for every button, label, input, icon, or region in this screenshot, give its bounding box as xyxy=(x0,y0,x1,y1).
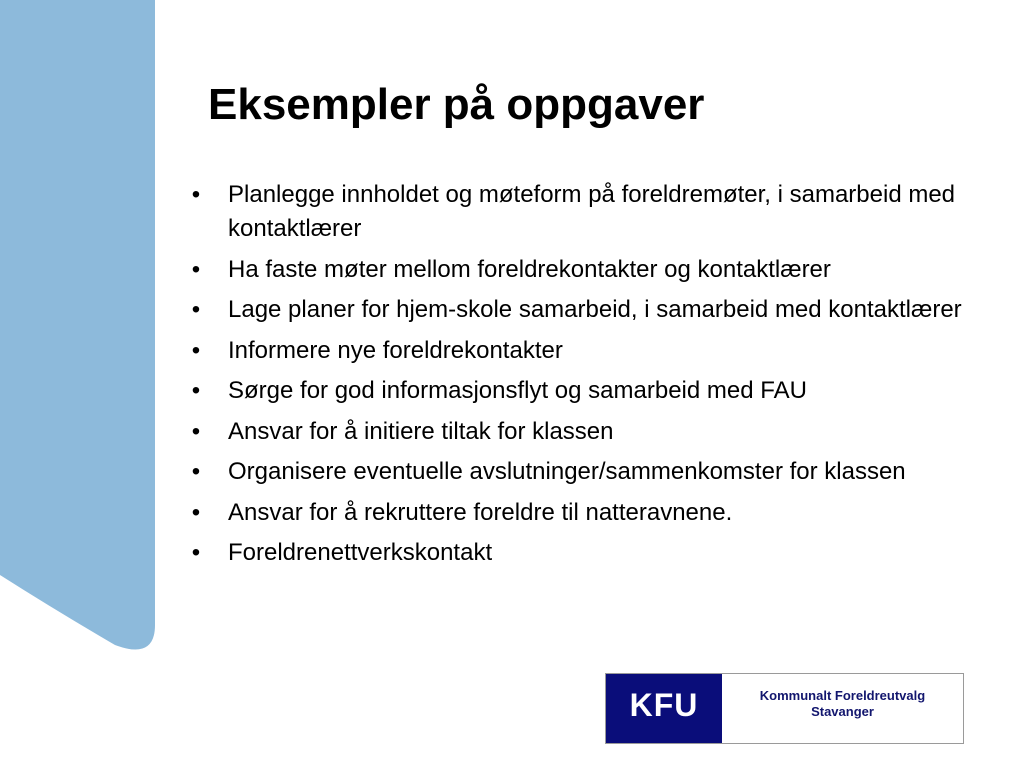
slide-title: Eksempler på oppgaver xyxy=(208,80,705,129)
list-item-text: Foreldrenettverkskontakt xyxy=(228,539,493,566)
task-list xyxy=(186,178,986,577)
kfu-logo xyxy=(605,673,964,744)
kfu-logo-mark: KFU xyxy=(606,674,722,743)
list-item-text: Planlegge innholdet og møteform på foreldremøter, i samarbeid med kontaktlærer xyxy=(228,181,956,242)
logo-name-line1: Kommunalt Foreldreutvalg xyxy=(759,687,926,703)
list-item xyxy=(186,455,986,489)
bullet-icon: • xyxy=(191,336,201,364)
list-item-text: Ansvar for å rekruttere foreldre til natteravnene. xyxy=(228,498,733,526)
list-item-text: Sørge for god informasjonsflyt og samarbeid med FAU xyxy=(228,377,807,404)
list-item xyxy=(186,536,986,570)
list-item-text: Informere nye foreldrekontakter xyxy=(228,336,563,364)
list-item xyxy=(186,496,986,530)
bullet-icon: • xyxy=(191,377,201,404)
logo-name-line2: Stavanger xyxy=(811,703,874,719)
list-item xyxy=(186,334,986,368)
bullet-icon: • xyxy=(191,458,201,485)
kfu-logo-text xyxy=(722,674,963,743)
list-item xyxy=(186,293,986,327)
list-item-text: Ansvar for å initiere tiltak for klassen xyxy=(228,417,614,445)
bullet-icon: • xyxy=(191,539,201,566)
list-item xyxy=(186,415,986,449)
list-item xyxy=(186,178,986,246)
list-item xyxy=(186,253,986,287)
side-decoration-band xyxy=(0,0,160,660)
bullet-icon: • xyxy=(191,498,201,526)
list-item-text: Lage planer for hjem-skole samarbeid, i samarbeid med kontaktlærer xyxy=(228,296,962,323)
list-item-text: Ha faste møter mellom foreldrekontakter og kontaktlærer xyxy=(228,255,831,283)
list-item-text: Organisere eventuelle avslutninger/sammenkomster for klassen xyxy=(228,458,906,485)
bullet-icon: • xyxy=(191,417,201,445)
bullet-icon: • xyxy=(191,296,201,323)
bullet-icon: • xyxy=(191,181,201,208)
bullet-icon: • xyxy=(191,255,201,283)
list-item xyxy=(186,374,986,408)
